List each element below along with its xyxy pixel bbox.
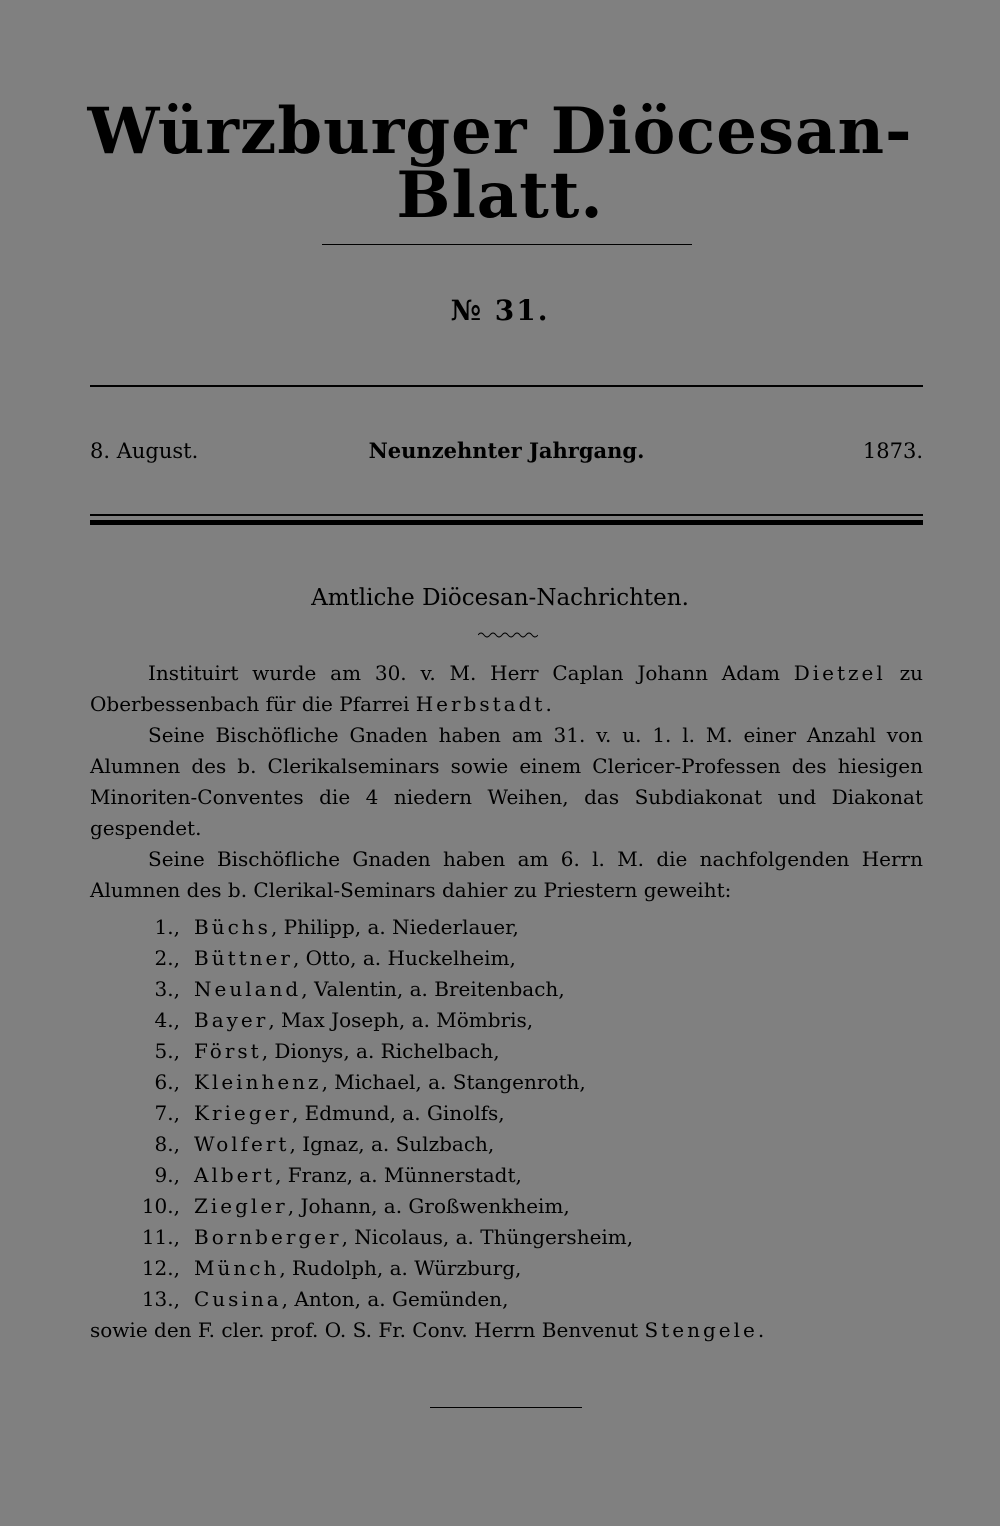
list-item [90, 1222, 923, 1253]
p1-person-name: Dietzel [793, 661, 886, 685]
item-details: , Ignaz, a. Sulzbach, [289, 1132, 495, 1156]
item-number: 1., [154, 915, 180, 939]
list-item [90, 1129, 923, 1160]
list-item [90, 1005, 923, 1036]
item-details: , Dionys, a. Richelbach, [261, 1039, 500, 1063]
item-details: , Philipp, a. Niederlauer, [270, 915, 519, 939]
masthead-title: Würzburger Diöcesan-Blatt. [87, 94, 913, 233]
item-surname: Wolfert [194, 1132, 290, 1156]
p1-text-b: zu Oberbessenbach für die Pfarrei [90, 661, 924, 716]
item-details: , Edmund, a. Ginolfs, [291, 1101, 505, 1125]
item-details: , Michael, a. Stangenroth, [321, 1070, 586, 1094]
item-number: 11., [141, 1225, 180, 1249]
list-item [90, 1191, 923, 1222]
issue-number: № 31. [450, 294, 550, 327]
list-item [90, 1067, 923, 1098]
item-details: , Max Joseph, a. Mömbris, [268, 1008, 534, 1032]
item-surname: Büchs [194, 915, 271, 939]
item-surname: Först [194, 1039, 262, 1063]
paragraph-priests: Seine Bischöfliche Gnaden haben am 6. l. M. die nachfolgenden Herrn Alumnen des b. Clerikal-Seminars dahier zu Priestern geweiht: [90, 847, 923, 902]
item-number: 3., [154, 977, 180, 1001]
section-heading: Amtliche Diöcesan-Nachrichten. [311, 585, 689, 611]
item-surname: Cusina [194, 1287, 282, 1311]
item-surname: Krieger [194, 1101, 292, 1125]
item-surname: Ziegler [194, 1194, 288, 1218]
item-number: 4., [154, 1008, 180, 1032]
item-number: 6., [154, 1070, 180, 1094]
item-number: 12., [141, 1256, 180, 1280]
item-details: , Otto, a. Huckelheim, [292, 946, 516, 970]
item-surname: Büttner [194, 946, 293, 970]
list-item [90, 1253, 923, 1284]
item-number: 7., [154, 1101, 180, 1125]
p1-place-name: Herbstadt [415, 692, 546, 716]
item-surname: Albert [194, 1163, 276, 1187]
item-surname: Bornberger [194, 1225, 342, 1249]
item-number: 13., [141, 1287, 180, 1311]
closing-line [90, 1315, 923, 1346]
volume-label: Neunzehnter Jahrgang. [368, 438, 645, 463]
ornament-wave [478, 630, 538, 640]
list-item [90, 1160, 923, 1191]
divider-thick [90, 514, 923, 525]
item-details: , Rudolph, a. Würzburg, [279, 1256, 522, 1280]
list-item [90, 1284, 923, 1315]
item-details: , Anton, a. Gemünden, [281, 1287, 509, 1311]
issue-year: 1873. [862, 439, 923, 463]
closing-surname: Stengele [644, 1318, 758, 1342]
divider-top [90, 385, 923, 387]
item-number: 10., [141, 1194, 180, 1218]
item-surname: Kleinhenz [194, 1070, 322, 1094]
item-surname: Münch [194, 1256, 280, 1280]
closing-period: . [757, 1318, 765, 1342]
item-number: 9., [154, 1163, 180, 1187]
list-item [90, 1098, 923, 1129]
list-item [90, 912, 923, 943]
list-item [90, 1036, 923, 1067]
divider-short [322, 244, 692, 245]
paragraph-ordinations: Seine Bischöfliche Gnaden haben am 31. v. u. 1. l. M. einer Anzahl von Alumnen des b. Clerikalseminars sowie einem Clericer-Professen des hiesigen Minoriten-Conventes die 4 niedern Weihen, das Subdiakonat und Diakonat gespendet. [90, 723, 923, 840]
issue-date: 8. August. [90, 439, 199, 463]
item-details: , Franz, a. Münnerstadt, [275, 1163, 522, 1187]
item-number: 2., [154, 946, 180, 970]
item-number: 5., [154, 1039, 180, 1063]
item-surname: Neuland [194, 977, 302, 1001]
p1-text-a: Instituirt wurde am 30. v. M. Herr Caplan Johann Adam [148, 661, 780, 685]
ordinand-list [90, 912, 923, 1315]
p1-text-c: . [545, 692, 552, 716]
list-item [90, 943, 923, 974]
divider-end [430, 1407, 582, 1408]
list-item [90, 974, 923, 1005]
paragraph-institution [90, 658, 923, 720]
closing-text: sowie den F. cler. prof. O. S. Fr. Conv. Herrn Benvenut [90, 1318, 639, 1342]
article-body [90, 658, 923, 1346]
item-surname: Bayer [194, 1008, 269, 1032]
item-number: 8., [154, 1132, 180, 1156]
item-details: , Nicolaus, a. Thüngersheim, [341, 1225, 634, 1249]
item-details: , Johann, a. Großwenkheim, [287, 1194, 570, 1218]
item-details: , Valentin, a. Breitenbach, [301, 977, 565, 1001]
